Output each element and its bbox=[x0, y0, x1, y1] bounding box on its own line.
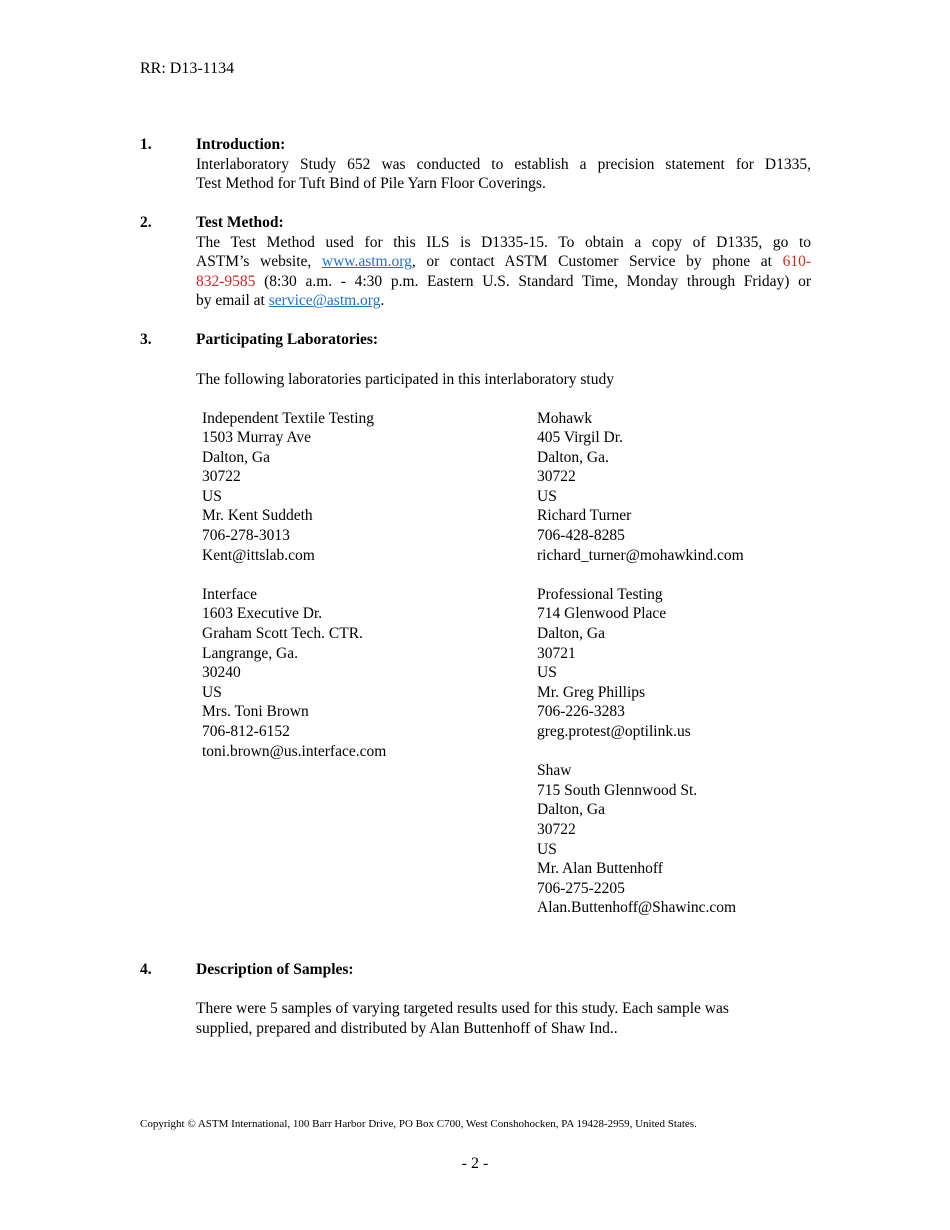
lab-name: Independent Textile Testing bbox=[202, 409, 375, 427]
lab-detail-line: 715 South Glennwood St. bbox=[537, 781, 698, 799]
lab-entry bbox=[537, 585, 744, 742]
lab-entry bbox=[202, 409, 386, 566]
lab-detail-line: Richard Turner bbox=[537, 507, 632, 525]
lab-detail-line: 30722 bbox=[537, 820, 576, 838]
labs-left-column bbox=[202, 409, 386, 781]
lab-detail-line: Mr. Alan Buttenhoff bbox=[537, 860, 663, 878]
lab-detail-line: 706-226-3283 bbox=[537, 703, 625, 721]
lab-detail-line: Kent@ittslab.com bbox=[202, 546, 315, 564]
lab-name: Mohawk bbox=[537, 409, 593, 427]
section-2-line-2 bbox=[196, 252, 811, 272]
section-2-number: 2. bbox=[140, 214, 152, 231]
section-2-line-1: The Test Method used for this ILS is D1335-15. To obtain a copy of D1335, go to bbox=[196, 233, 811, 251]
lab-detail-line: 1603 Executive Dr. bbox=[202, 605, 323, 623]
section-3-title: Participating Laboratories: bbox=[196, 331, 379, 348]
lab-detail-line: US bbox=[537, 840, 557, 858]
lab-detail-line: Mr. Greg Phillips bbox=[537, 683, 646, 701]
labs-intro: The following laboratories participated in this interlaboratory study bbox=[196, 370, 614, 388]
lab-detail-line: 706-812-6152 bbox=[202, 723, 290, 740]
document-id: RR: D13-1134 bbox=[140, 60, 235, 77]
section-2-body bbox=[196, 233, 811, 311]
section-1-line-1: Interlaboratory Study 652 was conducted to establish a precision statement for D1335, bbox=[196, 155, 811, 173]
section-4-title: Description of Samples: bbox=[196, 961, 354, 978]
section-2-title: Test Method: bbox=[196, 214, 284, 231]
lab-detail-line: US bbox=[202, 487, 222, 505]
lab-name: Interface bbox=[202, 585, 258, 603]
copyright-notice: Copyright © ASTM International, 100 Barr Harbor Drive, PO Box C700, West Conshohocken, PA 19428-2959, United States. bbox=[140, 1118, 697, 1130]
lab-detail-line: Graham Scott Tech. CTR. bbox=[202, 625, 363, 643]
astm-website-link[interactable]: www.astm.org bbox=[321, 253, 412, 271]
lab-entry bbox=[537, 409, 744, 566]
lab-detail-line: Alan.Buttenhoff@Shawinc.com bbox=[537, 899, 737, 917]
page-number: - 2 - bbox=[461, 1155, 489, 1172]
section-2-line-3 bbox=[196, 272, 811, 292]
lab-detail-line: Dalton, Ga bbox=[537, 625, 606, 643]
phone-number-part-1: 610- bbox=[782, 253, 811, 271]
lab-detail-line: 30722 bbox=[537, 468, 576, 486]
section-1-number: 1. bbox=[140, 136, 152, 153]
section-2-line-4 bbox=[196, 291, 811, 311]
lab-detail-line: 30722 bbox=[202, 468, 241, 486]
lab-detail-line: 1503 Murray Ave bbox=[202, 429, 312, 447]
lab-name: Professional Testing bbox=[537, 585, 663, 603]
lab-detail-line: Dalton, Ga bbox=[202, 448, 271, 466]
lab-detail-line: US bbox=[537, 487, 557, 505]
lab-detail-line: 706-428-8285 bbox=[537, 527, 625, 545]
lab-detail-line: 30721 bbox=[537, 644, 576, 662]
lab-detail-line: Dalton, Ga. bbox=[537, 448, 609, 466]
lab-detail-line: richard_turner@mohawkind.com bbox=[537, 546, 744, 564]
lab-detail-line: US bbox=[202, 683, 222, 701]
section-4-line-1: There were 5 samples of varying targeted results used for this study. Each sample was bbox=[196, 1000, 729, 1017]
lab-detail-line: Dalton, Ga bbox=[537, 801, 606, 819]
lab-detail-line: 714 Glenwood Place bbox=[537, 605, 667, 623]
lab-detail-line: greg.protest@optilink.us bbox=[537, 723, 691, 740]
lab-entry bbox=[537, 761, 744, 918]
lab-detail-line: US bbox=[537, 664, 557, 682]
lab-entry bbox=[202, 585, 386, 761]
section-4-number: 4. bbox=[140, 961, 152, 978]
section-2-text: by email at bbox=[196, 292, 269, 310]
lab-detail-line: Mr. Kent Suddeth bbox=[202, 507, 313, 525]
labs-right-column bbox=[537, 409, 744, 938]
section-1-body bbox=[196, 155, 811, 194]
section-1-title: Introduction: bbox=[196, 136, 286, 153]
lab-detail-line: Langrange, Ga. bbox=[202, 644, 298, 662]
lab-name: Shaw bbox=[537, 762, 572, 780]
section-4-line-2: supplied, prepared and distributed by Alan Buttenhoff of Shaw Ind.. bbox=[196, 1019, 618, 1037]
section-1-line-2: Test Method for Tuft Bind of Pile Yarn Floor Coverings. bbox=[196, 175, 546, 193]
section-3-number: 3. bbox=[140, 331, 152, 348]
lab-detail-line: toni.brown@us.interface.com bbox=[202, 742, 387, 760]
lab-detail-line: 405 Virgil Dr. bbox=[537, 429, 623, 447]
section-2-text: . bbox=[380, 292, 385, 310]
section-4-body bbox=[196, 999, 816, 1038]
phone-number-part-2: 832-9585 bbox=[196, 272, 256, 290]
lab-detail-line: 30240 bbox=[202, 664, 241, 682]
lab-detail-line: Mrs. Toni Brown bbox=[202, 703, 309, 721]
section-2-text: ASTM’s website, bbox=[196, 253, 322, 271]
section-2-text: , or contact ASTM Customer Service by phone at bbox=[411, 253, 783, 271]
lab-detail-line: 706-278-3013 bbox=[202, 527, 290, 545]
service-email-link[interactable]: service@astm.org bbox=[268, 292, 381, 310]
section-2-text: (8:30 a.m. - 4:30 p.m. Eastern U.S. Standard Time, Monday through Friday) or bbox=[255, 272, 811, 290]
lab-detail-line: 706-275-2205 bbox=[537, 879, 625, 897]
